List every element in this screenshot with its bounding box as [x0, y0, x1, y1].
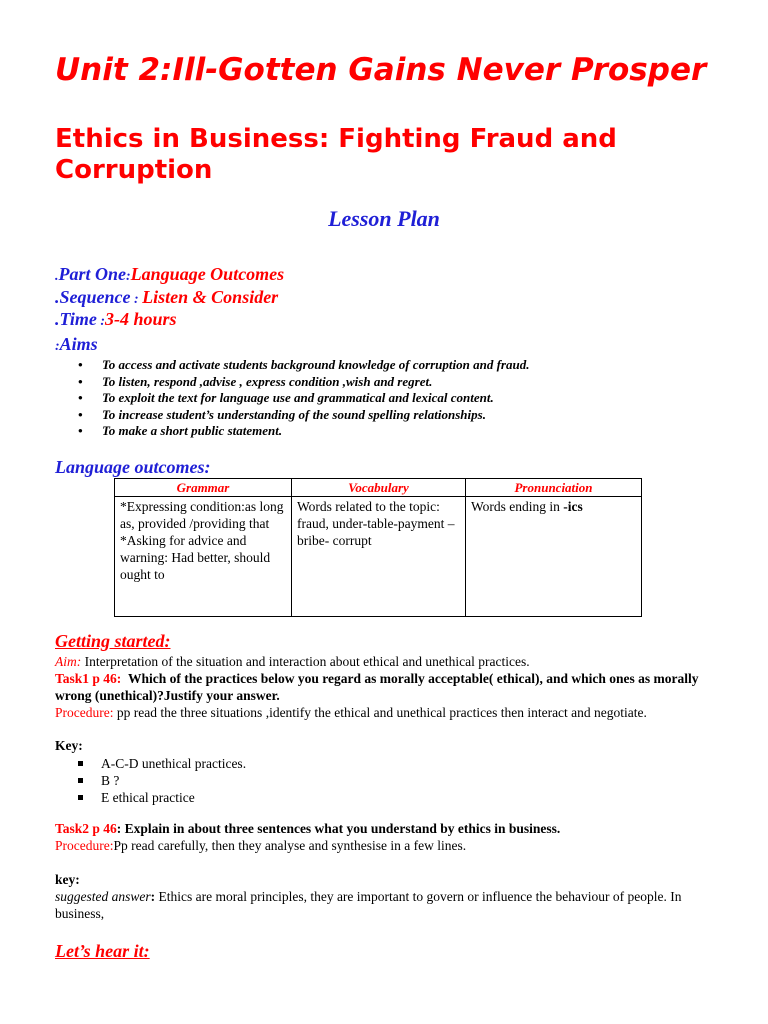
key-item: E ethical practice: [78, 789, 246, 806]
suggested-answer-paragraph: suggested answer: Ethics are moral principles, they are important to govern or influence the behaviour of people. In business,: [55, 889, 682, 921]
aim-label: Aim:: [55, 654, 82, 669]
key-item: A-C-D unethical practices.: [78, 755, 246, 772]
task1-label: Task1 p 46:: [55, 671, 122, 686]
meta-sequence: .Sequence : Listen & Consider: [55, 287, 279, 307]
suggested-label: suggested answer: [55, 889, 151, 904]
table-header-grammar: Grammar: [115, 479, 292, 497]
meta-aims: :Aims: [55, 334, 98, 354]
aim-item: • To listen, respond ,advise , express condition ,wish and regret.: [78, 374, 529, 391]
vocabulary-cell: Words related to the topic: fraud, under-table-payment –bribe- corrupt: [292, 497, 466, 617]
procedure1-paragraph: [55, 705, 715, 722]
procedure2-text: Pp read carefully, then they analyse and synthesise in a few lines.: [113, 838, 467, 853]
page-title: Unit 2:Ill-Gotten Gains Never Prosper: [55, 52, 707, 88]
pronunciation-suffix: -ics: [563, 499, 583, 514]
suggested-text: Ethics are moral principles, they are important to govern or influence the behaviour of people. In business,: [55, 889, 682, 921]
aims-list: [78, 357, 529, 440]
aim-item: • To make a short public statement.: [78, 423, 529, 440]
sequence-label: Sequence: [59, 287, 131, 307]
aims-label: Aims: [59, 334, 98, 354]
procedure1-label: Procedure:: [55, 705, 114, 720]
lesson-plan-heading: Lesson Plan: [328, 206, 440, 231]
grammar-cell: [115, 497, 292, 617]
aim-item: • To access and activate students background knowledge of corruption and fraud.: [78, 357, 529, 374]
key-item: B ?: [78, 772, 246, 789]
procedure2-label: Procedure: [55, 838, 110, 853]
task2-paragraph: Task2 p 46: Explain in about three sentences what you understand by ethics in business.: [55, 821, 561, 836]
aim-item: • To increase student’s understanding of the sound spelling relationships.: [78, 407, 529, 424]
table-header-pronunciation: Pronunciation: [466, 479, 642, 497]
time-label: Time: [59, 309, 97, 329]
pronunciation-text: Words ending in: [471, 499, 564, 514]
procedure1-text: pp read the three situations ,identify the ethical and unethical practices then interact and negotiate.: [116, 705, 647, 720]
table-header-vocabulary: Vocabulary: [292, 479, 466, 497]
lets-hear-heading: Let’s hear it:: [55, 941, 150, 961]
key2-label: key:: [55, 872, 80, 887]
getting-started-heading: Getting started:: [55, 631, 171, 651]
meta-time: .Time :3-4 hours: [55, 309, 177, 329]
grammar-line: *Expressing condition:as long as, provided /providing that: [120, 499, 284, 531]
time-value: 3-4 hours: [105, 309, 177, 329]
task2-label: Task2 p 46: [55, 821, 117, 836]
pronunciation-cell: [466, 497, 642, 617]
grammar-line: *Asking for advice and warning: Had better, should ought to: [120, 533, 271, 582]
language-outcomes-heading: Language outcomes:: [55, 457, 211, 477]
meta-part: .Part One:Language Outcomes: [55, 264, 285, 284]
sequence-value: Listen & Consider: [142, 287, 279, 307]
procedure2-paragraph: Procedure:Pp read carefully, then they analyse and synthesise in a few lines.: [55, 838, 467, 853]
task2-text: Explain in about three sentences what you understand by ethics in business.: [124, 821, 561, 836]
aim-item: • To exploit the text for language use and grammatical and lexical content.: [78, 390, 529, 407]
task1-text: Which of the practices below you regard as morally acceptable( ethical), and which ones as morally wrong (unethical)?Justify your answer.: [55, 671, 699, 703]
task1-paragraph: [55, 671, 715, 705]
part-value: Language Outcomes: [130, 264, 285, 284]
page-subtitle: Ethics in Business: Fighting Fraud and Corruption: [55, 124, 617, 185]
part-label: Part One: [58, 264, 126, 284]
key-label: Key:: [55, 738, 83, 753]
language-outcomes-table: [114, 478, 642, 617]
aim-paragraph: [55, 654, 715, 671]
key-list: [78, 755, 246, 806]
aim-text: Interpretation of the situation and interaction about ethical and unethical practices.: [84, 654, 530, 669]
